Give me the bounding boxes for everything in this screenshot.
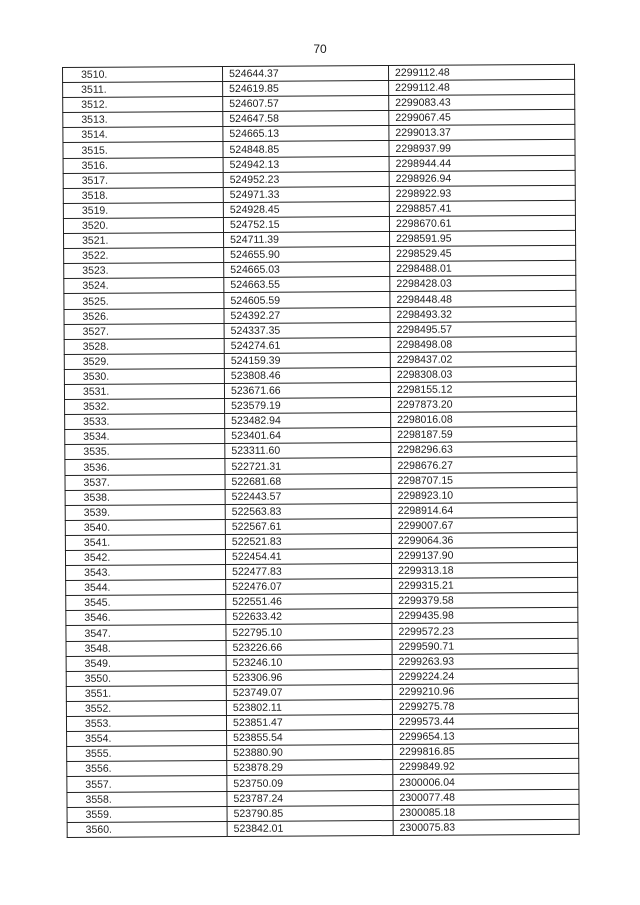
x-coordinate-cell: 524665.13 — [223, 126, 389, 142]
x-coordinate-cell: 523790.85 — [227, 805, 393, 821]
point-number-cell: 3534. — [65, 429, 225, 445]
y-coordinate-cell: 2299572.23 — [392, 623, 578, 639]
y-coordinate-cell: 2298155.12 — [390, 381, 576, 397]
x-coordinate-cell: 522795.10 — [226, 624, 392, 640]
y-coordinate-cell: 2298707.15 — [391, 472, 577, 488]
y-coordinate-cell: 2298529.45 — [390, 245, 576, 261]
point-number-cell: 3526. — [64, 308, 224, 324]
x-coordinate-cell: 524942.13 — [223, 156, 389, 172]
x-coordinate-cell: 523842.01 — [227, 820, 393, 836]
y-coordinate-cell: 2299313.18 — [392, 562, 578, 578]
y-coordinate-cell: 2298923.10 — [391, 487, 577, 503]
y-coordinate-cell: 2300075.83 — [393, 819, 579, 835]
y-coordinate-cell: 2298914.64 — [391, 502, 577, 518]
y-coordinate-cell: 2299816.85 — [393, 744, 579, 760]
point-number-cell: 3513. — [63, 112, 223, 128]
x-coordinate-cell: 523579.19 — [225, 398, 391, 414]
coordinate-table — [62, 64, 580, 838]
point-number-cell: 3518. — [63, 187, 223, 203]
x-coordinate-cell: 524711.39 — [224, 232, 390, 248]
x-coordinate-cell: 522443.57 — [225, 488, 391, 504]
x-coordinate-cell: 524605.59 — [224, 292, 390, 308]
point-number-cell: 3538. — [65, 489, 225, 505]
y-coordinate-cell: 2299083.43 — [389, 95, 575, 111]
point-number-cell: 3536. — [65, 459, 225, 475]
y-coordinate-cell: 2299263.93 — [392, 653, 578, 669]
x-coordinate-cell: 523750.09 — [227, 775, 393, 791]
point-number-cell: 3532. — [65, 399, 225, 415]
point-number-cell: 3558. — [67, 791, 227, 807]
y-coordinate-cell: 2300077.48 — [393, 789, 579, 805]
point-number-cell: 3512. — [63, 97, 223, 113]
y-coordinate-cell: 2299275.78 — [392, 698, 578, 714]
coordinate-table-body — [63, 64, 580, 837]
y-coordinate-cell: 2298591.95 — [390, 230, 576, 246]
y-coordinate-cell: 2298857.41 — [389, 200, 575, 216]
y-coordinate-cell: 2299315.21 — [392, 578, 578, 594]
y-coordinate-cell: 2299435.98 — [392, 608, 578, 624]
point-number-cell: 3530. — [64, 368, 224, 384]
point-number-cell: 3546. — [66, 610, 226, 626]
x-coordinate-cell: 524619.85 — [223, 81, 389, 97]
x-coordinate-cell: 524159.39 — [224, 352, 390, 368]
point-number-cell: 3553. — [66, 716, 226, 732]
point-number-cell: 3554. — [67, 731, 227, 747]
point-number-cell: 3523. — [64, 263, 224, 279]
x-coordinate-cell: 523749.07 — [226, 684, 392, 700]
point-number-cell: 3511. — [63, 82, 223, 98]
y-coordinate-cell: 2299013.37 — [389, 125, 575, 141]
y-coordinate-cell: 2300006.04 — [393, 774, 579, 790]
y-coordinate-cell: 2299573.44 — [392, 713, 578, 729]
x-coordinate-cell: 523855.54 — [227, 730, 393, 746]
x-coordinate-cell: 523401.64 — [225, 428, 391, 444]
point-number-cell: 3533. — [65, 414, 225, 430]
y-coordinate-cell: 2298670.61 — [389, 215, 575, 231]
point-number-cell: 3542. — [65, 550, 225, 566]
y-coordinate-cell: 2299379.58 — [392, 593, 578, 609]
point-number-cell: 3548. — [66, 640, 226, 656]
x-coordinate-cell: 522721.31 — [225, 458, 391, 474]
point-number-cell: 3557. — [67, 776, 227, 792]
x-coordinate-cell: 523226.66 — [226, 639, 392, 655]
point-number-cell: 3545. — [66, 595, 226, 611]
point-number-cell: 3551. — [66, 685, 226, 701]
x-coordinate-cell: 523671.66 — [224, 382, 390, 398]
y-coordinate-cell: 2298488.01 — [390, 261, 576, 277]
y-coordinate-cell: 2298498.08 — [390, 336, 576, 352]
point-number-cell: 3516. — [63, 157, 223, 173]
y-coordinate-cell: 2298922.93 — [389, 185, 575, 201]
x-coordinate-cell: 523482.94 — [225, 413, 391, 429]
y-coordinate-cell: 2299007.67 — [391, 517, 577, 533]
y-coordinate-cell: 2298428.03 — [390, 276, 576, 292]
point-number-cell: 3531. — [64, 383, 224, 399]
y-coordinate-cell: 2298944.44 — [389, 155, 575, 171]
point-number-cell: 3517. — [63, 172, 223, 188]
x-coordinate-cell: 524848.85 — [223, 141, 389, 157]
point-number-cell: 3528. — [64, 338, 224, 354]
y-coordinate-cell: 2299064.36 — [391, 532, 577, 548]
x-coordinate-cell: 523808.46 — [224, 367, 390, 383]
point-number-cell: 3529. — [64, 353, 224, 369]
y-coordinate-cell: 2297873.20 — [391, 396, 577, 412]
point-number-cell: 3524. — [64, 278, 224, 294]
y-coordinate-cell: 2299590.71 — [392, 638, 578, 654]
x-coordinate-cell: 522567.61 — [225, 518, 391, 534]
y-coordinate-cell: 2299654.13 — [393, 728, 579, 744]
point-number-cell: 3535. — [65, 444, 225, 460]
point-number-cell: 3527. — [64, 323, 224, 339]
y-coordinate-cell: 2298187.59 — [391, 427, 577, 443]
point-number-cell: 3560. — [67, 821, 227, 837]
x-coordinate-cell: 522563.83 — [225, 503, 391, 519]
x-coordinate-cell: 524665.03 — [224, 262, 390, 278]
x-coordinate-cell: 524752.15 — [223, 216, 389, 232]
y-coordinate-cell: 2299067.45 — [389, 110, 575, 126]
x-coordinate-cell: 523880.90 — [227, 745, 393, 761]
x-coordinate-cell: 524644.37 — [223, 66, 389, 82]
y-coordinate-cell: 2299112.48 — [389, 79, 575, 95]
y-coordinate-cell: 2299210.96 — [392, 683, 578, 699]
point-number-cell: 3539. — [65, 504, 225, 520]
point-number-cell: 3515. — [63, 142, 223, 158]
y-coordinate-cell: 2298493.32 — [390, 306, 576, 322]
point-number-cell: 3521. — [64, 233, 224, 249]
x-coordinate-cell: 524392.27 — [224, 307, 390, 323]
x-coordinate-cell: 524607.57 — [223, 96, 389, 112]
y-coordinate-cell: 2298437.02 — [390, 351, 576, 367]
point-number-cell: 3520. — [63, 217, 223, 233]
point-number-cell: 3525. — [64, 293, 224, 309]
y-coordinate-cell: 2299137.90 — [391, 547, 577, 563]
point-number-cell: 3519. — [63, 202, 223, 218]
x-coordinate-cell: 522551.46 — [226, 594, 392, 610]
point-number-cell: 3547. — [66, 625, 226, 641]
x-coordinate-cell: 524952.23 — [223, 171, 389, 187]
point-number-cell: 3537. — [65, 474, 225, 490]
y-coordinate-cell: 2299849.92 — [393, 759, 579, 775]
x-coordinate-cell: 524274.61 — [224, 337, 390, 353]
x-coordinate-cell: 522477.83 — [226, 564, 392, 580]
x-coordinate-cell: 522681.68 — [225, 473, 391, 489]
x-coordinate-cell: 524971.33 — [223, 186, 389, 202]
x-coordinate-cell: 522521.83 — [225, 533, 391, 549]
x-coordinate-cell: 523787.24 — [227, 790, 393, 806]
x-coordinate-cell: 524337.35 — [224, 322, 390, 338]
y-coordinate-cell: 2298296.63 — [391, 442, 577, 458]
point-number-cell: 3510. — [63, 67, 223, 83]
y-coordinate-cell: 2298016.08 — [391, 412, 577, 428]
x-coordinate-cell: 523246.10 — [226, 654, 392, 670]
x-coordinate-cell: 523311.60 — [225, 443, 391, 459]
point-number-cell: 3514. — [63, 127, 223, 143]
point-number-cell: 3550. — [66, 670, 226, 686]
x-coordinate-cell: 523878.29 — [227, 760, 393, 776]
x-coordinate-cell: 522454.41 — [225, 548, 391, 564]
point-number-cell: 3544. — [66, 580, 226, 596]
x-coordinate-cell: 522476.07 — [226, 579, 392, 595]
x-coordinate-cell: 522633.42 — [226, 609, 392, 625]
point-number-cell: 3541. — [65, 534, 225, 550]
x-coordinate-cell: 524655.90 — [224, 247, 390, 263]
point-number-cell: 3559. — [67, 806, 227, 822]
x-coordinate-cell: 524647.58 — [223, 111, 389, 127]
point-number-cell: 3556. — [67, 761, 227, 777]
point-number-cell: 3543. — [66, 565, 226, 581]
y-coordinate-cell: 2298495.57 — [390, 321, 576, 337]
x-coordinate-cell: 523851.47 — [226, 715, 392, 731]
y-coordinate-cell: 2298676.27 — [391, 457, 577, 473]
x-coordinate-cell: 523306.96 — [226, 669, 392, 685]
x-coordinate-cell: 524663.55 — [224, 277, 390, 293]
y-coordinate-cell: 2299224.24 — [392, 668, 578, 684]
point-number-cell: 3549. — [66, 655, 226, 671]
point-number-cell: 3552. — [66, 700, 226, 716]
y-coordinate-cell: 2298937.99 — [389, 140, 575, 156]
y-coordinate-cell: 2298308.03 — [390, 366, 576, 382]
y-coordinate-cell: 2299112.48 — [388, 64, 574, 80]
x-coordinate-cell: 523802.11 — [226, 699, 392, 715]
point-number-cell: 3555. — [67, 746, 227, 762]
y-coordinate-cell: 2298926.94 — [389, 170, 575, 186]
y-coordinate-cell: 2300085.18 — [393, 804, 579, 820]
page-number: 70 — [313, 42, 327, 56]
point-number-cell: 3540. — [65, 519, 225, 535]
y-coordinate-cell: 2298448.48 — [390, 291, 576, 307]
point-number-cell: 3522. — [64, 248, 224, 264]
x-coordinate-cell: 524928.45 — [223, 201, 389, 217]
table-row — [67, 819, 579, 837]
